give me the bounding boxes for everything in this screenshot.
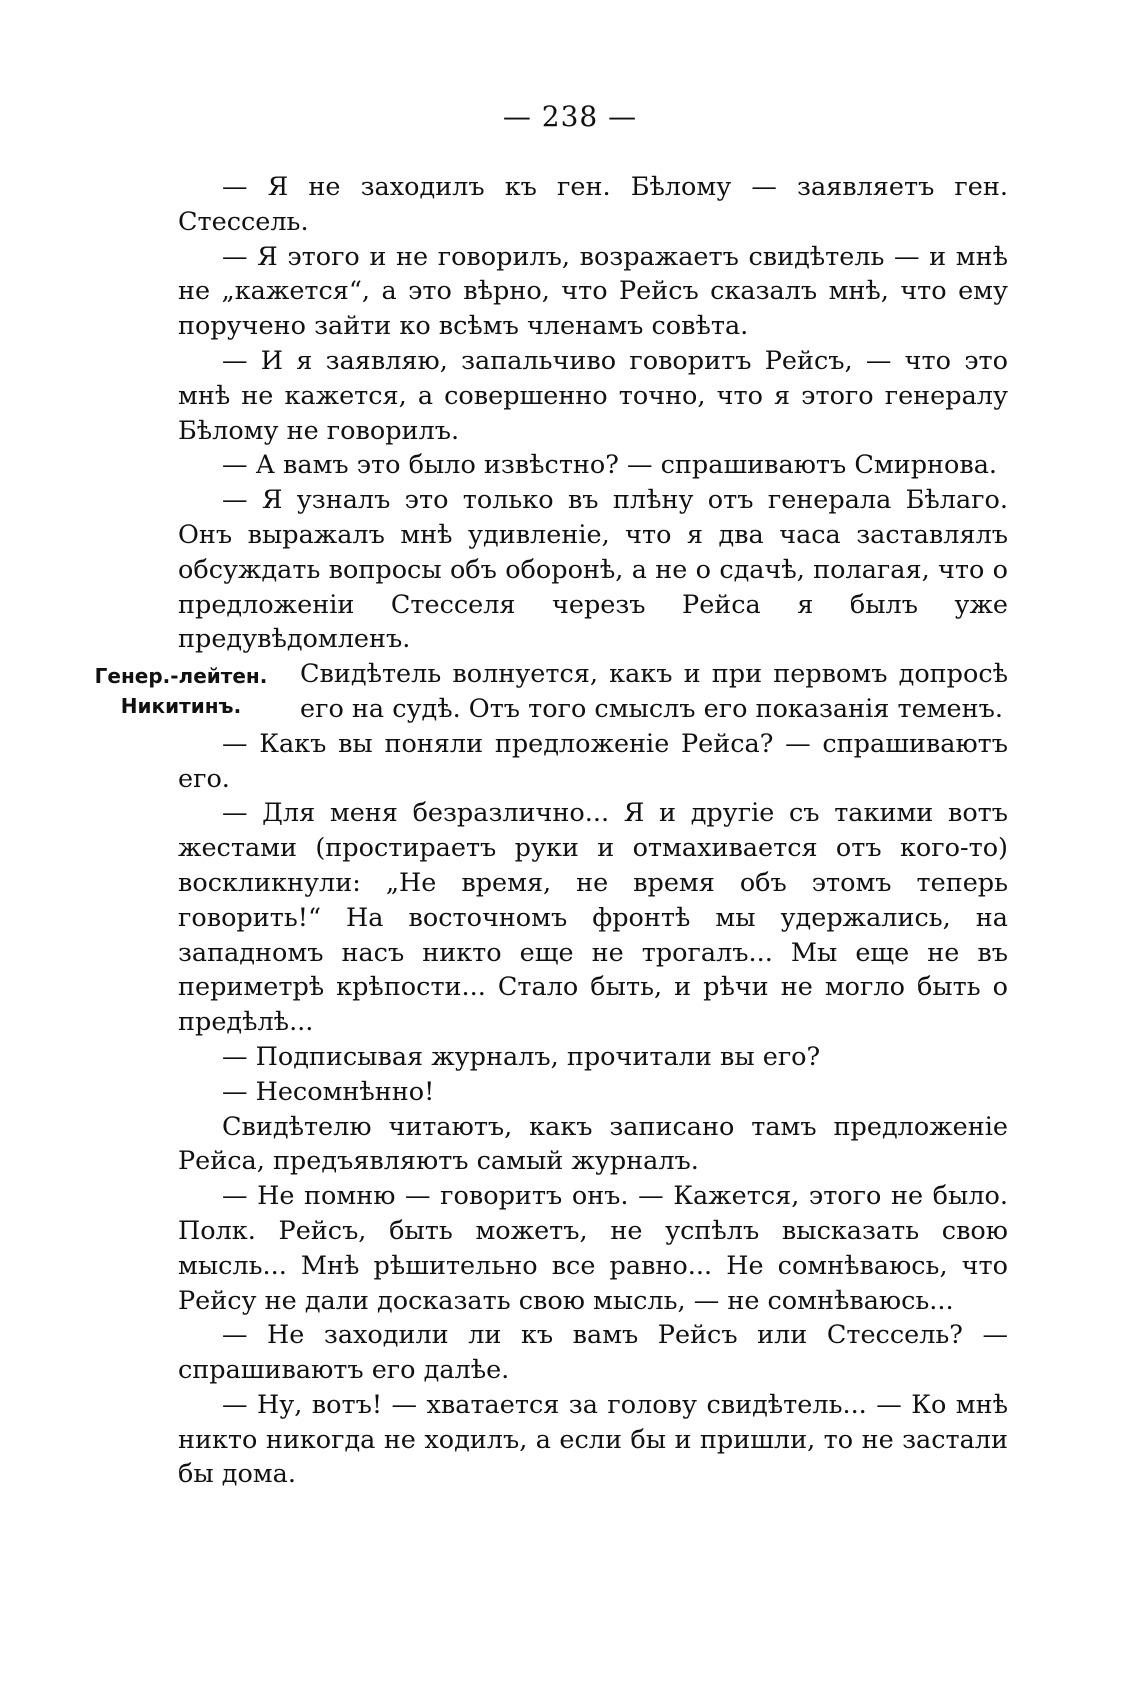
- paragraph: — Ну, вотъ! — хватается за голову свидѣтель... — Ко мнѣ никто никогда не ходилъ, а если бы и пришли, то не застали бы дома.: [178, 1389, 1008, 1490]
- speaker-paragraph-block: [94, 657, 1008, 727]
- paragraph: — Я не заходилъ къ ген. Бѣлому — заявляетъ ген. Стессель.: [178, 172, 1008, 237]
- page-number: — 238 —: [502, 100, 638, 133]
- speaker-name: Никитинъ.: [120, 694, 242, 719]
- paragraph: — Не заходили ли къ вамъ Рейсъ или Стессель? — спрашиваютъ его далѣе.: [178, 1320, 1008, 1386]
- paragraph: — А вамъ это было извѣстно? — спрашиваютъ Смирнова.: [222, 450, 998, 481]
- paragraph: — Несомнѣнно!: [222, 1076, 435, 1107]
- speaker-note: [90, 661, 272, 721]
- paragraph: — Не помню — говоритъ онъ. — Кажется, этого не было. Полк. Рейсъ, быть можетъ, не успѣлъ высказать свою мысль... Мнѣ рѣшительно все равно... Не сомнѣваюсь, что Рейсу не дали досказать свою мысль, — не сомнѣваюсь...: [178, 1181, 1008, 1316]
- paragraph: — И я заявляю, запальчиво говоритъ Рейсъ, — что это мнѣ не кажется, а совершенно точно, что я этого генералу Бѣлому не говорилъ.: [178, 345, 1008, 446]
- paragraph: — Какъ вы поняли предложеніе Рейса? — спрашиваютъ его.: [178, 728, 1008, 794]
- page-body-text: [94, 170, 1008, 1492]
- paragraph: — Я этого и не говорилъ, возражаетъ свидѣтель — и мнѣ не „кажется“, а это вѣрно, что Рейсъ сказалъ мнѣ, что ему поручено зайти ко всѣмъ членамъ совѣта.: [178, 241, 1008, 342]
- paragraph: — Я узналъ это только въ плѣну отъ генерала Бѣлаго. Онъ выражалъ мнѣ удивленіе, что я два часа заставлялъ обсуждать вопросы объ оборонѣ, а не о сдачѣ, полагая, что о предложеніи Стесселя черезъ Рейса я былъ уже предувѣдомленъ.: [178, 485, 1008, 655]
- speaker-rank: Генер.-лейтен.: [94, 664, 268, 689]
- speaker-paragraph: Свидѣтель волнуется, какъ и при первомъ допросѣ его на судѣ. Отъ того смыслъ его показанія теменъ.: [300, 659, 1008, 724]
- paragraph: — Для меня безразлично... Я и другіе съ такими вотъ жестами (простираетъ руки и отмахивается отъ кого-то) воскликнули: „Не время, не время объ этомъ теперь говорить!“ На восточномъ фронтѣ мы удержались, на западномъ насъ никто еще не трогалъ... Мы еще не въ периметрѣ крѣпости... Стало быть, и рѣчи не могло быть о предѣлѣ...: [178, 798, 1008, 1038]
- paragraph: Свидѣтелю читаютъ, какъ записано тамъ предложеніе Рейса, предъявляютъ самый журналъ.: [178, 1111, 1008, 1177]
- paragraph: — Подписывая журналъ, прочитали вы его?: [222, 1041, 821, 1072]
